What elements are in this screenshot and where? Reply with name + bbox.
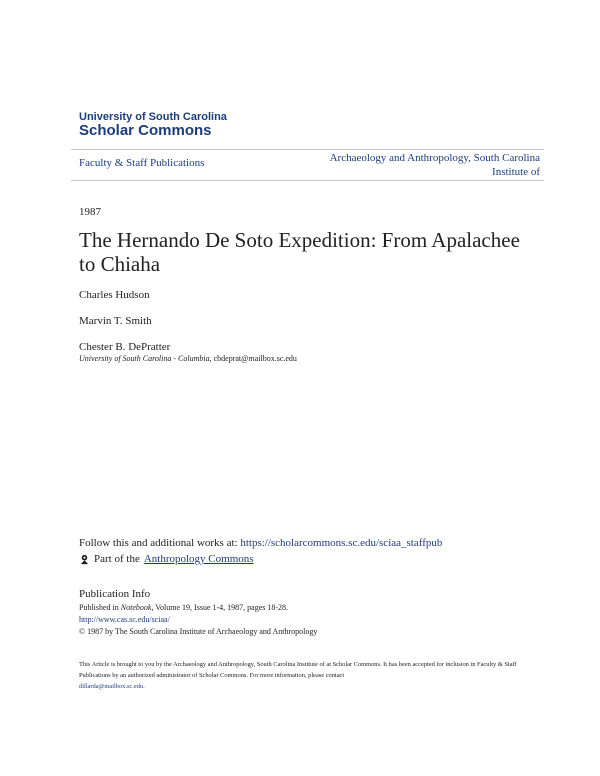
follow-line (79, 537, 442, 549)
author-email: , cbdeprat@mailbox.sc.edu (209, 354, 297, 363)
publication-citation (79, 603, 288, 612)
journal-name: Notebook (120, 603, 152, 612)
footer-trailing: . (143, 683, 145, 690)
part-of-label: Part of the (94, 553, 140, 565)
citation-prefix: Published in (79, 603, 119, 612)
collection-link[interactable]: Faculty & Staff Publications (79, 157, 205, 169)
article-title: The Hernando De Soto Expedition: From Apalachee to Chiaha (79, 228, 520, 276)
author-name: Chester B. DePratter (79, 341, 171, 353)
affiliation-name: University of South Carolina - Columbia (79, 354, 210, 363)
repository-footer-note (79, 659, 519, 692)
citation-details: , Volume 19, Issue 1-4, 1987, pages 18-28. (151, 603, 289, 612)
anthropology-commons-link[interactable]: Anthropology Commons (143, 553, 254, 565)
part-of-line (79, 553, 254, 565)
follow-label: Follow this and additional works at: (79, 537, 238, 549)
publication-year: 1987 (79, 206, 101, 218)
follow-url-link[interactable]: https://scholarcommons.sc.edu/sciaa_staffpub (240, 537, 443, 549)
copyright-line: © 1987 by The South Carolina Institute of Archaeology and Anthropology (79, 627, 318, 636)
publisher-url-link[interactable]: http://www.cas.sc.edu/sciaa/ (79, 615, 170, 624)
commons-network-icon (79, 554, 90, 565)
author-affiliation (79, 354, 297, 363)
header-divider-bottom (71, 180, 544, 181)
institution-name: University of South Carolina (79, 111, 227, 123)
publication-info-heading: Publication Info (79, 588, 151, 600)
header-divider-top (71, 149, 544, 150)
author-name: Charles Hudson (79, 289, 150, 301)
footer-text: This Article is brought to you by the Archaeology and Anthropology, South Carolina Institute of at Scholar Commons. It has been accepted for inclusion in Faculty & Staff Publications by an authorized administrator of Scholar Commons. For more information, please contact (79, 661, 517, 679)
parent-collection-link[interactable]: Archaeology and Anthropology, South Carolina Institute of (329, 152, 540, 178)
repository-name[interactable]: Scholar Commons (79, 122, 212, 139)
author-name: Marvin T. Smith (79, 315, 152, 327)
contact-email-link[interactable]: dillarda@mailbox.sc.edu (79, 683, 144, 690)
